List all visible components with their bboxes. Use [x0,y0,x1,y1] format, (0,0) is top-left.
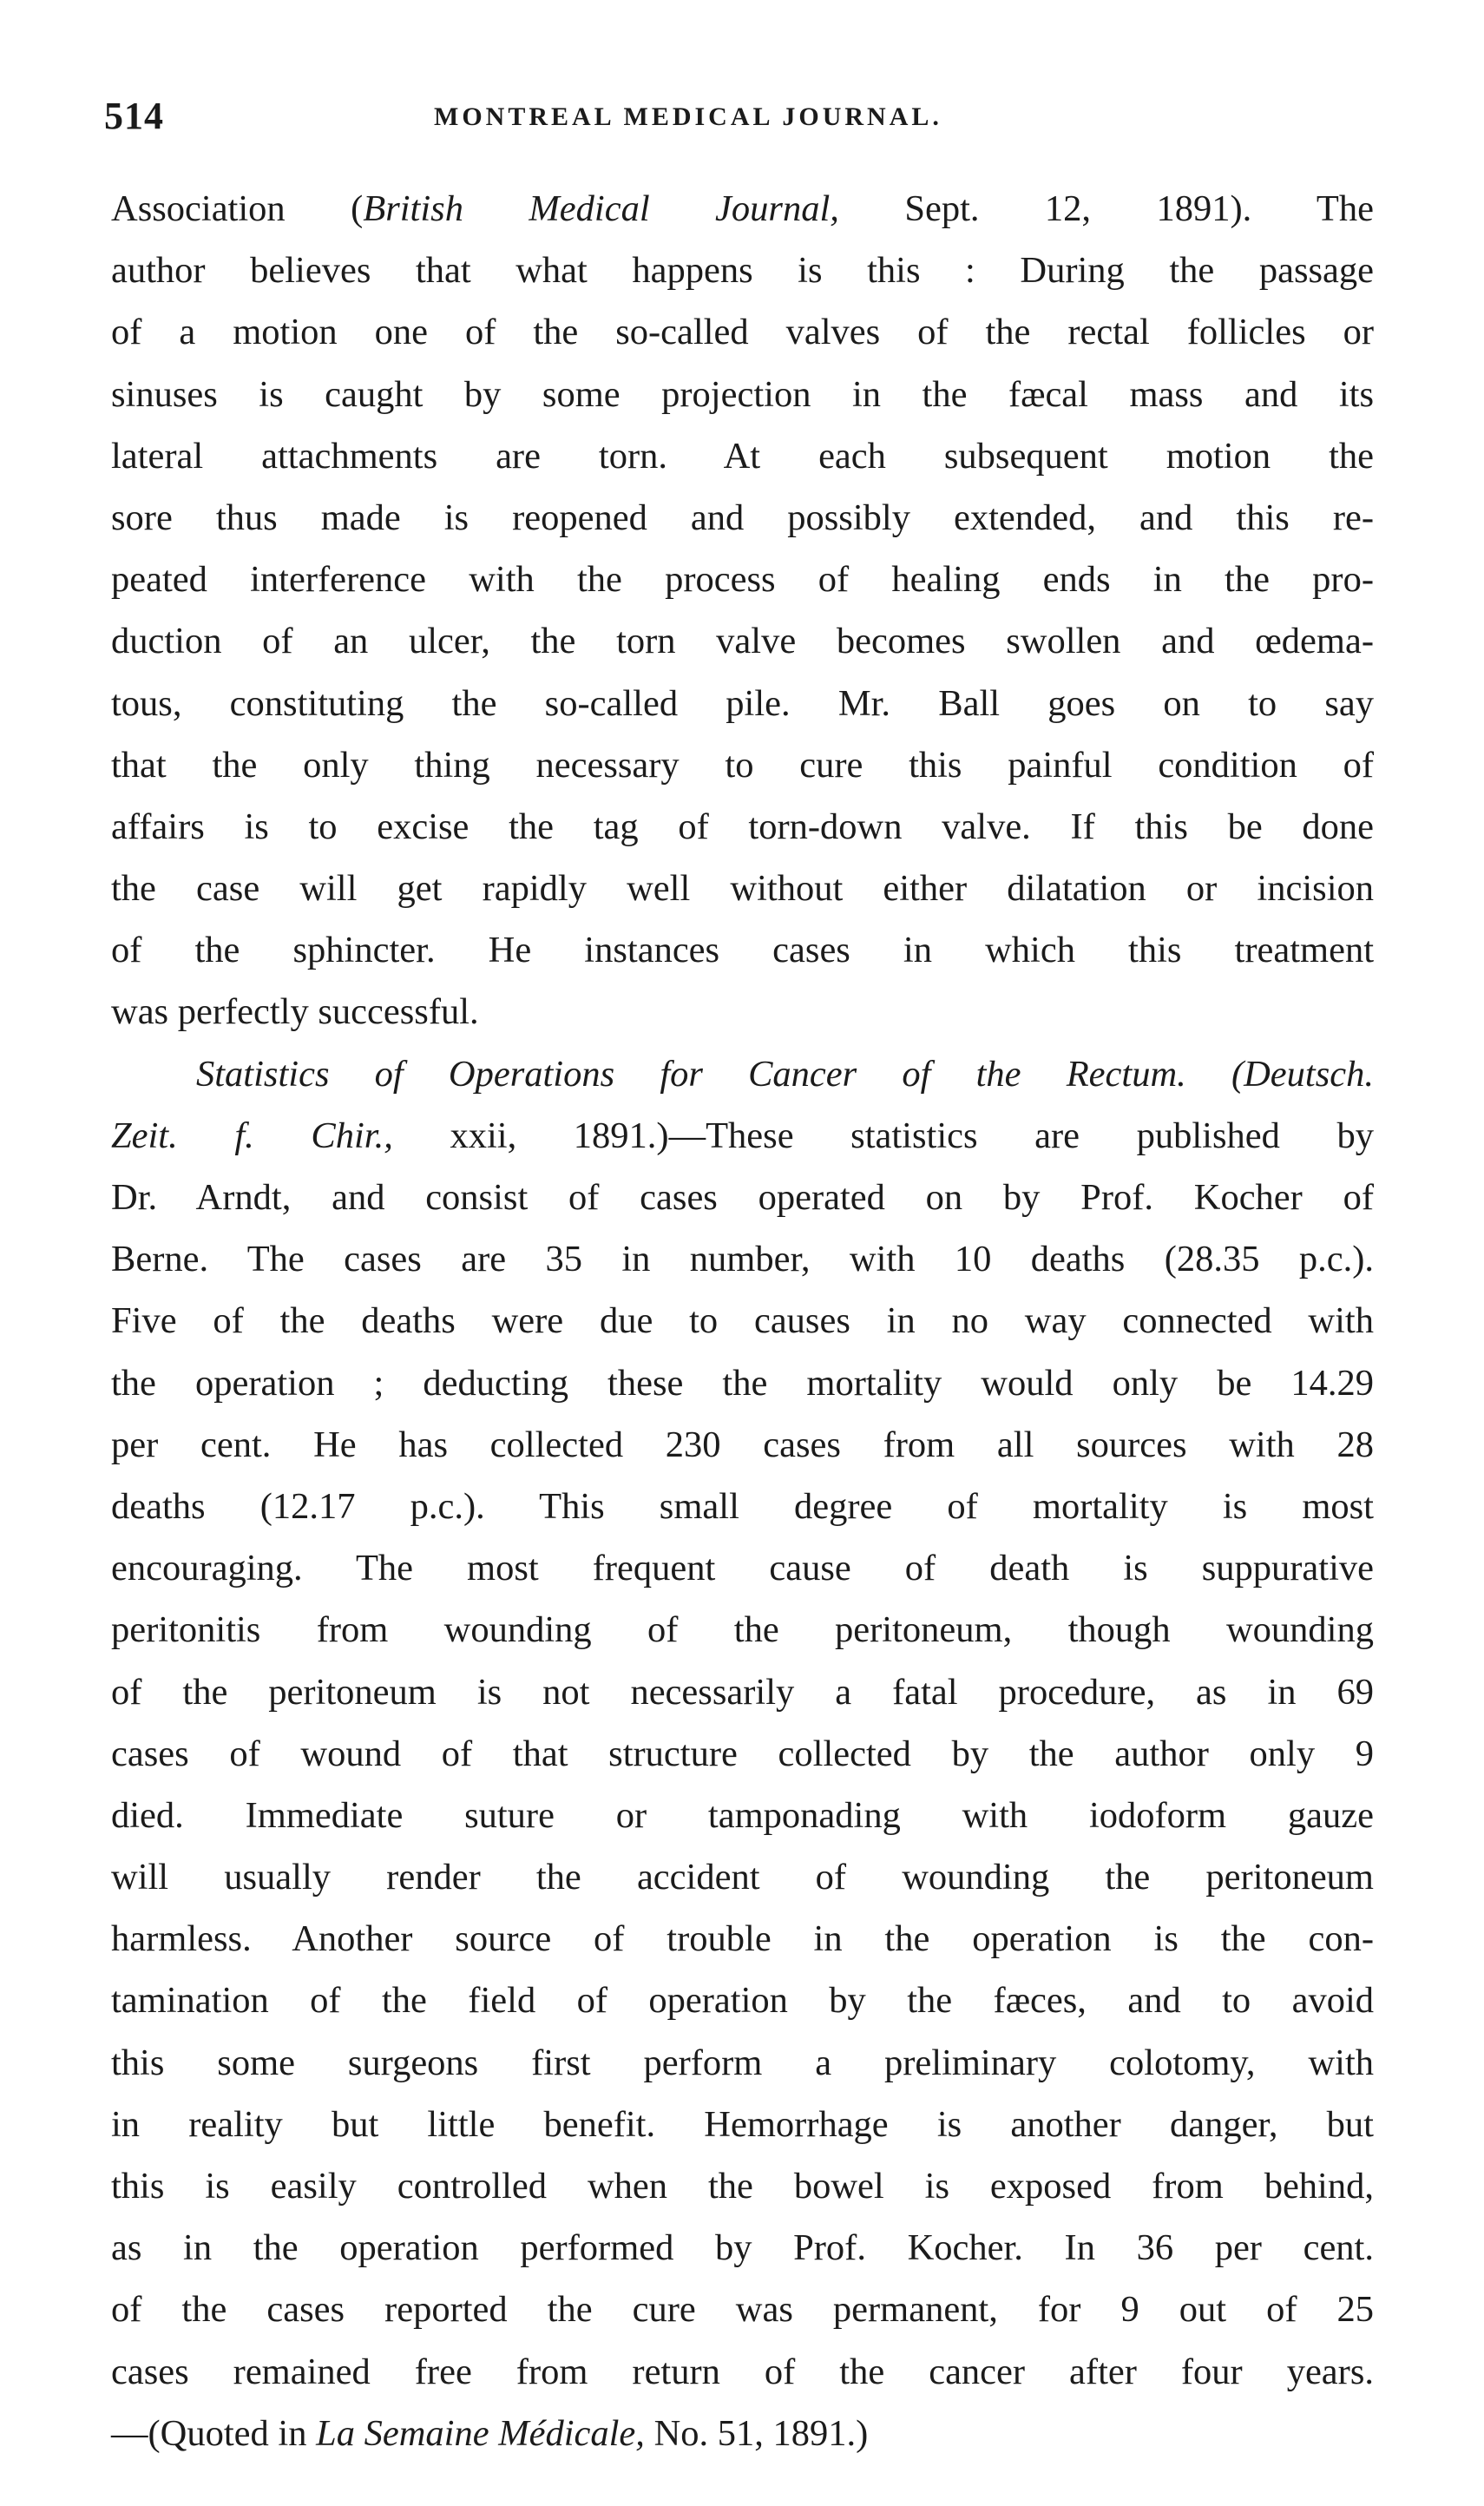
page-number: 514 [104,95,164,137]
text-line: will usually render the accident of wounding the peritoneum [111,1857,1374,1898]
article-body [111,178,1374,2464]
text-line: deaths (12.17 p.c.). This small degree of mortality is most [111,1485,1374,1527]
text-line: this is easily controlled when the bowel is exposed from behind, [111,2166,1374,2207]
page-header [104,94,1376,155]
text-line: peated interference with the process of healing ends in the pro- [111,559,1374,601]
text-line: sore thus made is reopened and possibly extended, and this re- [111,497,1374,538]
text-line: this some surgeons first perform a preliminary colotomy, with [111,2042,1374,2083]
text-line: encouraging. The most frequent cause of death is suppurative [111,1548,1374,1589]
text-line: of a motion one of the so-called valves of the rectal follicles or [111,312,1374,353]
text-line: peritonitis from wounding of the peritoneum, though wounding [111,1609,1374,1651]
text-line: of the cases reported the cure was permanent, for 9 out of 25 [111,2289,1374,2331]
text-line: harmless. Another source of trouble in the operation is the con- [111,1918,1374,1960]
text-line: sinuses is caught by some projection in the fæcal mass and its [111,373,1374,415]
text-line: died. Immediate suture or tamponading with iodoform gauze [111,1794,1374,1836]
text-line: Five of the deaths were due to causes in no way connected with [111,1300,1374,1342]
text-line: Berne. The cases are 35 in number, with 10 deaths (28.35 p.c.). [111,1239,1374,1280]
text-line: affairs is to excise the tag of torn-down valve. If this be done [111,806,1374,847]
text-line: Association (British Medical Journal, Sept. 12, 1891). The [111,188,1374,229]
paragraph-ball-pile [111,178,1374,1043]
section-heading: Statistics of Operations for Cancer of the Rectum. (Deutsch. [196,1053,1374,1095]
journal-citation: Zeit. f. Chir., [111,1115,393,1156]
paragraph-rectal-cancer-statistics [111,1043,1374,2464]
text-line: per cent. He has collected 230 cases from all sources with 28 [111,1424,1374,1465]
text-line: cases remained free from return of the cancer after four years. [111,2351,1374,2392]
text-line: was perfectly successful. [111,991,479,1033]
text-line: Zeit. f. Chir., xxii, 1891.)—These statistics are published by [111,1115,1374,1156]
citation-line: —(Quoted in La Semaine Médicale, No. 51, 1891.) [111,2412,869,2454]
text-line: of the peritoneum is not necessarily a fatal procedure, as in 69 [111,1671,1374,1713]
journal-citation: La Semaine Médicale, [316,2412,645,2454]
text-line: tamination of the field of operation by the fæces, and to avoid [111,1980,1374,2022]
text-line: the operation ; deducting these the mortality would only be 14.29 [111,1362,1374,1404]
text-line: of the sphincter. He instances cases in which this treatment [111,930,1374,971]
running-title: MONTREAL MEDICAL JOURNAL. [434,102,942,131]
text-line: tous, constituting the so-called pile. Mr. Ball goes on to say [111,682,1374,724]
text-line: the case will get rapidly well without either dilatation or incision [111,868,1374,910]
text-line: Dr. Arndt, and consist of cases operated on by Prof. Kocher of [111,1177,1374,1218]
text-line: cases of wound of that structure collected by the author only 9 [111,1733,1374,1774]
text-line: that the only thing necessary to cure this painful condition of [111,744,1374,786]
text-line: author believes that what happens is this : During the passage [111,250,1374,292]
text-line: lateral attachments are torn. At each subsequent motion the [111,435,1374,477]
text-line: in reality but little benefit. Hemorrhage is another danger, but [111,2103,1374,2145]
text-line: as in the operation performed by Prof. Kocher. In 36 per cent. [111,2227,1374,2269]
text-line: duction of an ulcer, the torn valve becomes swollen and œdema- [111,621,1374,662]
journal-citation: British Medical Journal, [363,188,839,229]
